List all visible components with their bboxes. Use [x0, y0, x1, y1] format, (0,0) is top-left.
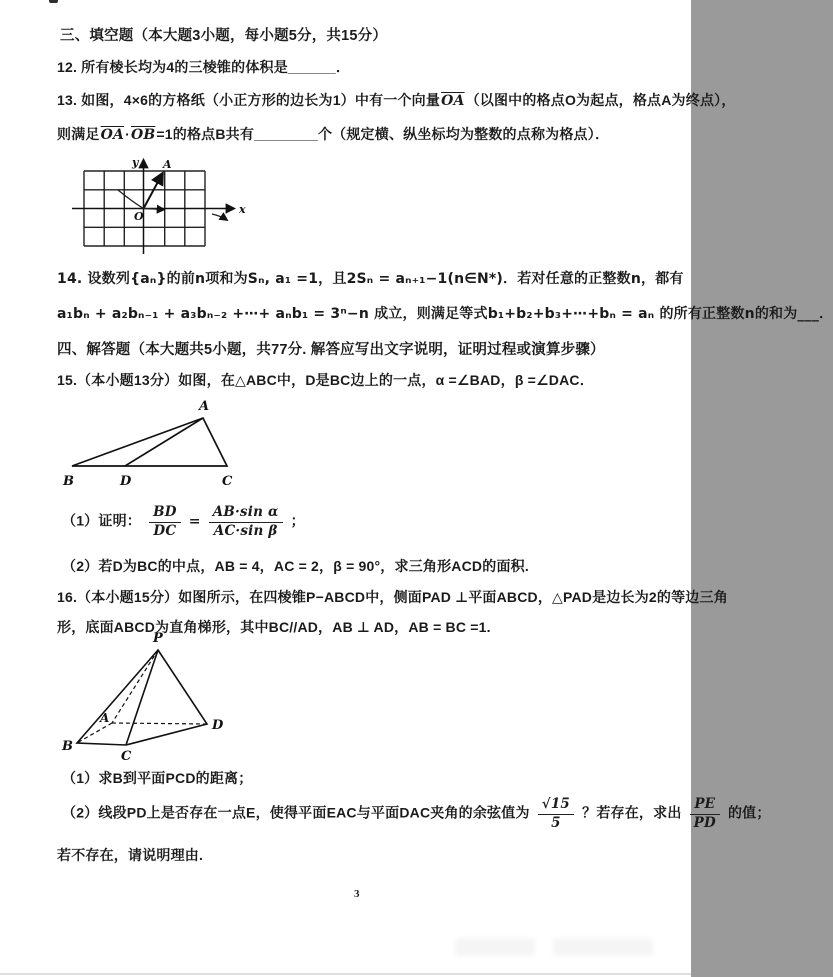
question-14-line2: a₁bₙ + a₂bₙ₋₁ + a₃bₙ₋₂ +⋯+ aₙb₁ = 3ⁿ−n 成立，则满足等式b₁+b₂+b₃+⋯+bₙ = aₙ 的所有正整数n的和为___． [57, 306, 833, 322]
vertex-b-label: B [62, 739, 73, 754]
fraction-numerator: √15 [541, 796, 571, 812]
question-15-part1 [62, 505, 305, 539]
question-13-line1 [57, 90, 736, 110]
fraction-bd-dc [149, 505, 181, 539]
question-12-text: 12. 所有棱长均为4的三棱锥的体积是______． [57, 59, 351, 75]
q15-part1-pre: （1）证明： [62, 512, 141, 529]
scan-artifact-mark [49, 0, 58, 3]
pyramid-solid-edges [77, 650, 207, 745]
scan-bottom-edge [0, 973, 691, 975]
question-13-line2 [57, 124, 609, 144]
q13-line1-pre: 13. 如图，4×6的方格纸（小正方形的边长为1）中有一个向量 [57, 92, 441, 108]
question-16-part2-line2: 若不存在，请说明理由. [57, 847, 204, 863]
watermark-smudge [455, 938, 655, 958]
vertex-a-label: A [100, 711, 110, 725]
fraction-denominator: DC [149, 522, 181, 540]
watermark-blob [455, 938, 535, 956]
vertex-c-label: C [121, 749, 132, 764]
fraction-pe-pd [690, 797, 720, 831]
vector-oa-arrow [144, 174, 163, 209]
dot-operator: · [125, 126, 130, 142]
apex-p-label: P [153, 631, 163, 646]
q16-part2-pre: （2）线段PD上是否存在一点E，使得平面EAC与平面DAC夹角的余弦值为 [62, 804, 530, 821]
x-axis-label: x [239, 203, 246, 216]
triangle-figure [50, 396, 242, 499]
question-15-intro: 15.（本小题13分）如图，在△ABC中，D是BC边上的一点，α =∠BAD，β =∠DAC． [57, 372, 594, 388]
section-heading-answers: 四、解答题（本大题共5小题，共77分. 解答应写出文字说明，证明过程或演算步骤） [57, 342, 605, 358]
pyramid-figure [50, 630, 232, 769]
vertex-d-label: D [212, 718, 224, 733]
question-16-line2: 形，底面ABCD为直角梯形，其中BC//AD，AB ⊥ AD，AB = BC =1. [57, 619, 491, 635]
q16-part2-end: 的值； [727, 804, 771, 821]
page-number: 3 [354, 888, 360, 900]
question-16-part2 [62, 797, 771, 831]
fraction-denominator: 5 [538, 814, 574, 832]
vector-oa-2: $\overline{OA}$ [100, 127, 125, 143]
vertex-a-label: A [199, 399, 210, 414]
question-16-line1: 16.（本小题15分）如图所示，在四棱锥P−ABCD中，侧面PAD ⊥平面ABCD，△PAD是边长为2的等边三角 [57, 589, 728, 605]
vertex-c-label: C [222, 474, 233, 489]
question-16-part1: （1）求B到平面PCD的距离； [62, 770, 253, 786]
fraction-denominator: AC·sin β [209, 522, 283, 540]
q16-part2-mid: ？若存在，求出 [582, 804, 682, 821]
vector-oa: $\overline{OA}$ [441, 93, 465, 109]
question-15-part2: （2）若D为BC的中点，AB = 4，AC = 2，β = 90°，求三角形ACD的面积. [62, 558, 529, 574]
triangle-figure-svg [50, 396, 242, 494]
q13-line1-post: （以图中的格点O为起点，格点A为终点）， [465, 92, 736, 108]
fraction-denominator: PD [690, 814, 720, 832]
q13-line2-pre: 则满足 [57, 126, 100, 142]
vertex-d-label: D [120, 474, 132, 489]
grid-figure [66, 154, 248, 269]
triangle-lines [72, 418, 227, 466]
fraction-numerator: AB·sin α [212, 504, 279, 520]
grid-figure-svg [66, 154, 248, 264]
vertex-b-label: B [63, 474, 74, 489]
y-axis-label: y [132, 156, 139, 169]
q13-line2-post: =1的格点B共有________个（规定横、纵坐标均为整数的点称为格点）． [156, 126, 610, 142]
origin-label: O [134, 210, 144, 223]
fraction-absin-acsin [209, 505, 283, 539]
fraction-numerator: PE [694, 796, 716, 812]
axes [72, 160, 234, 254]
fraction-sqrt15-5 [538, 797, 574, 831]
equals-sign: = [188, 513, 201, 530]
question-14-line1: 14. 设数列{aₙ}的前n项和为Sₙ, a₁ =1，且2Sₙ = aₙ₊₁−1(n∈N*)．若对任意的正整数n，都有 [57, 271, 684, 287]
point-a-label: A [163, 158, 172, 171]
section-heading-fill-blanks: 三、填空题（本大题3小题，每小题5分，共15分） [60, 28, 388, 44]
watermark-blob [553, 938, 653, 956]
vector-ob: $\overline{OB}$ [130, 127, 156, 143]
pyramid-figure-svg [50, 630, 232, 764]
fraction-numerator: BD [153, 504, 177, 520]
q15-part1-end: ； [290, 512, 305, 529]
